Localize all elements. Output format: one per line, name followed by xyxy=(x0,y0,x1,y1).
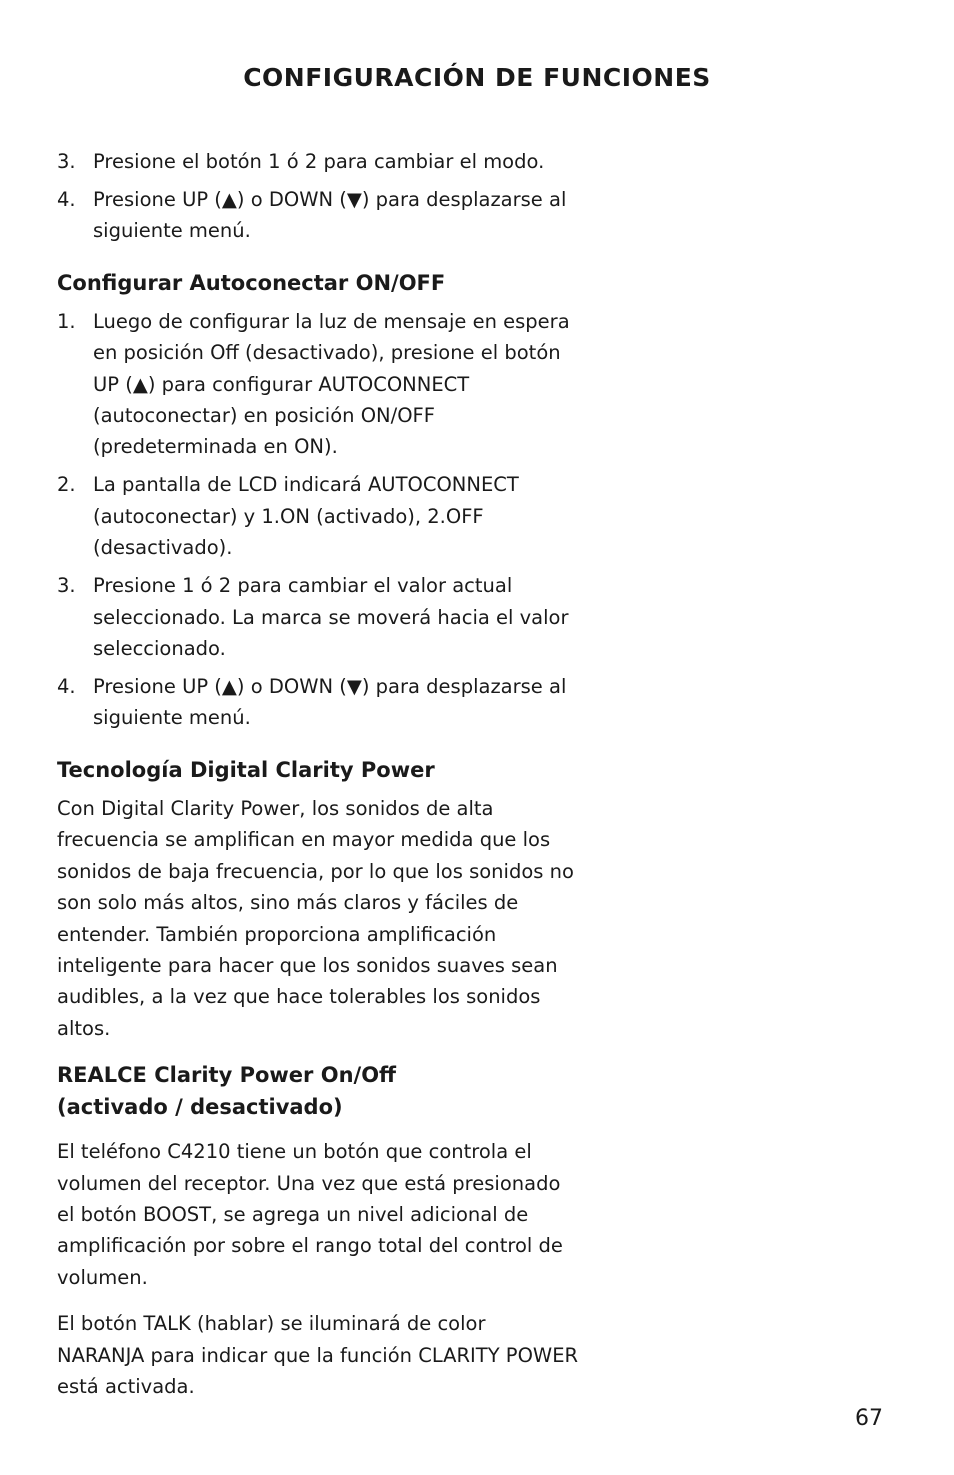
step-text: Luego de configurar la luz de mensaje en espera en posición Off (desactivado), presione el botón UP (▲) para configurar AUTOCONNECT (autoconectar) en posición ON/OFF (predeterminada en ON). xyxy=(93,309,570,459)
realce-heading-line-2: (activado / desactivado) xyxy=(57,1095,343,1120)
step-number: 1. xyxy=(57,309,76,333)
step-text: Presione el botón 1 ó 2 para cambiar el modo. xyxy=(93,150,545,173)
step-number: 3. xyxy=(57,150,76,173)
section-heading-autoconnect: Configurar Autoconectar ON/OFF xyxy=(57,270,446,295)
list-item xyxy=(57,184,579,247)
intro-step-list xyxy=(57,146,579,247)
step-number: 4. xyxy=(57,675,76,699)
list-item xyxy=(57,671,579,734)
list-item xyxy=(57,469,579,563)
list-item xyxy=(57,306,579,463)
step-text: Presione 1 ó 2 para cambiar el valor actual seleccionado. La marca se moverá hacia el valor seleccionado. xyxy=(93,574,569,661)
page-title: CONFIGURACIÓN DE FUNCIONES xyxy=(243,63,711,92)
realce-paragraph-2: El botón TALK (hablar) se iluminará de color NARANJA para indicar que la función CLARITY POWER está activada. xyxy=(57,1312,579,1398)
page-number: 67 xyxy=(855,1406,883,1431)
autoconnect-step-list xyxy=(57,306,579,734)
section-heading-digital-clarity: Tecnología Digital Clarity Power xyxy=(57,757,435,782)
step-text: Presione UP (▲) o DOWN (▼) para desplazarse al siguiente menú. xyxy=(93,188,567,243)
digital-clarity-paragraph: Con Digital Clarity Power, los sonidos de alta frecuencia se amplifican en mayor medida que los sonidos de baja frecuencia, por lo que los sonidos no son solo más altos, sino más claros y fáciles de entender. También proporciona amplificación inteligente para hacer que los sonidos suaves sean audibles, a la vez que hace tolerables los sonidos altos. xyxy=(57,796,574,1040)
step-text: Presione UP (▲) o DOWN (▼) para desplazarse al siguiente menú. xyxy=(93,675,567,730)
step-number: 2. xyxy=(57,473,76,497)
step-number: 4. xyxy=(57,188,76,211)
section-heading-realce xyxy=(57,1059,579,1123)
step-number: 3. xyxy=(57,574,76,598)
realce-heading-line-1: REALCE Clarity Power On/Off xyxy=(57,1063,397,1088)
list-item xyxy=(57,570,579,664)
realce-paragraph-1: El teléfono C4210 tiene un botón que controla el volumen del receptor. Una vez que está presionado el botón BOOST, se agrega un nivel adicional de amplificación por sobre el rango total del control de volumen. xyxy=(57,1140,563,1289)
list-item xyxy=(57,146,579,177)
page-body xyxy=(57,146,579,1402)
step-text: La pantalla de LCD indicará AUTOCONNECT (autoconectar) y 1.ON (activado), 2.OFF (desactivado). xyxy=(93,473,519,560)
